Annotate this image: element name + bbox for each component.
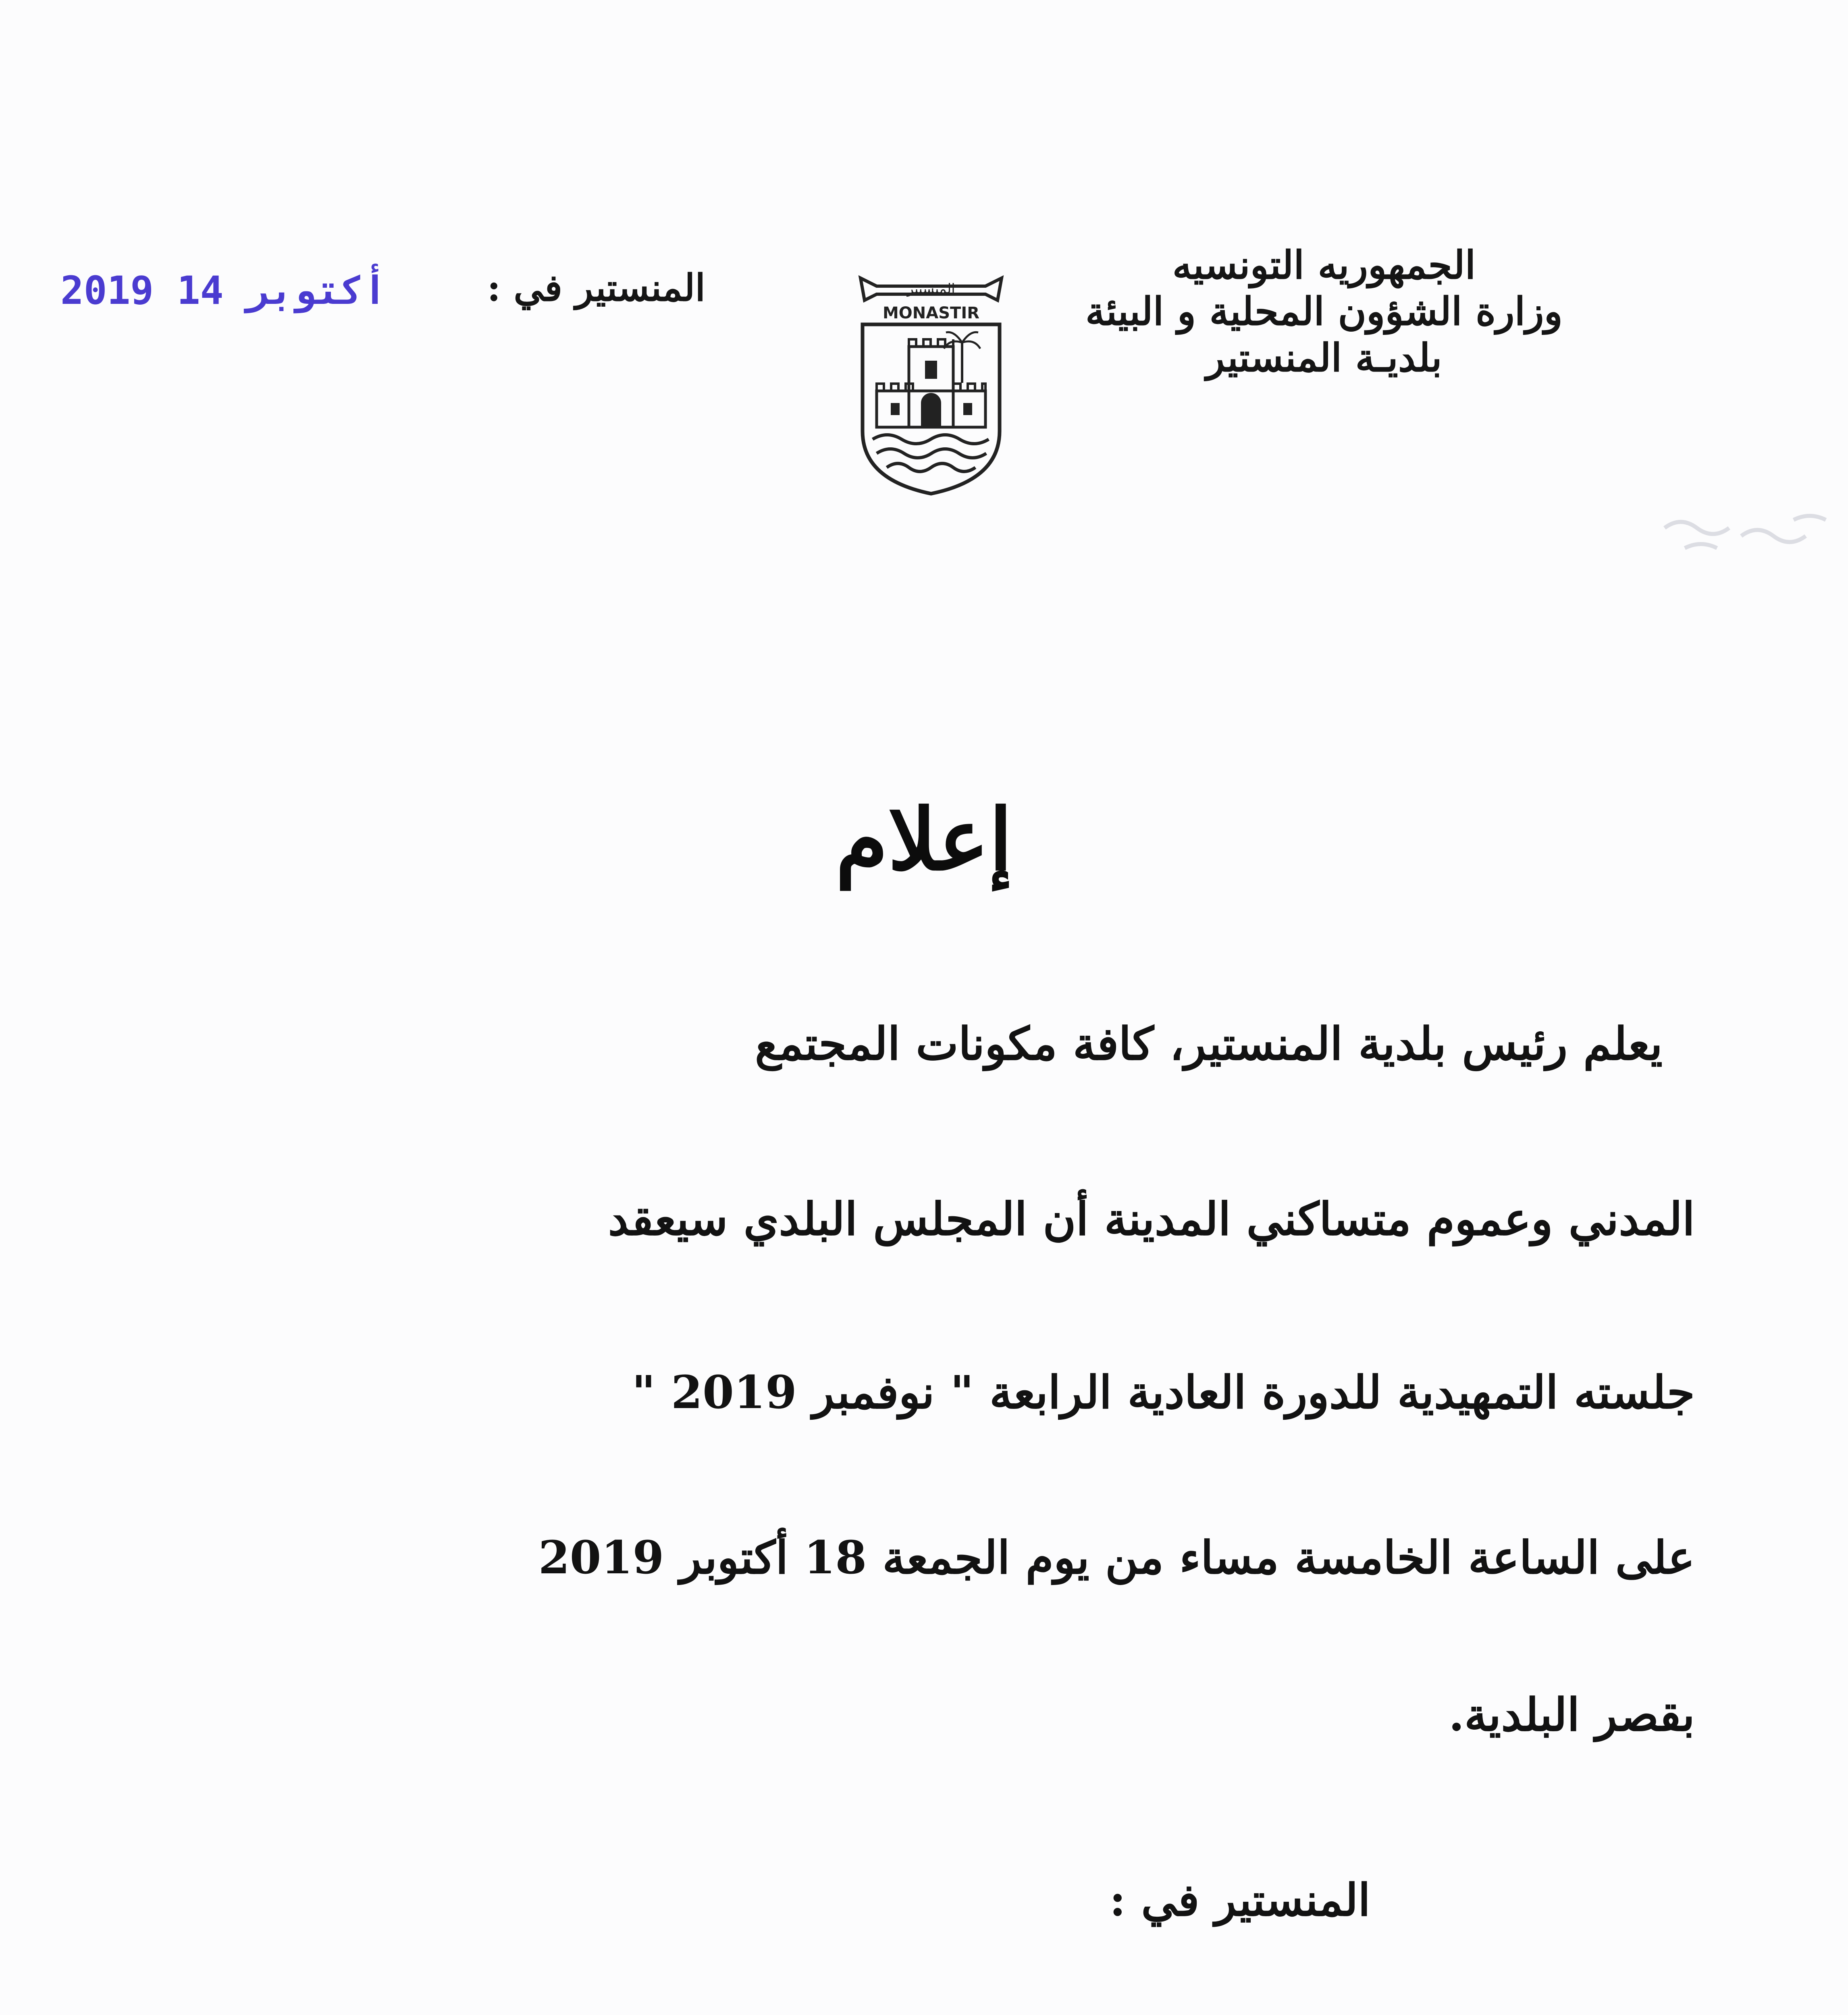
body-line-5: بقصر البلدية. xyxy=(1449,1689,1695,1741)
official-heading xyxy=(941,242,1707,381)
place-date xyxy=(60,258,705,322)
emblem-top-text: المنستير xyxy=(907,281,955,297)
place-label: المنستير في : xyxy=(487,266,705,310)
ministry-line: وزارة الشؤون المحلية و البيئة xyxy=(1085,289,1563,334)
announcement-title: إعلام xyxy=(836,790,1012,889)
body-line-4: على الساعة الخامسة مساء من يوم الجمعة 18 أكتوبر 2019 xyxy=(538,1531,1695,1584)
body-line-2: المدني وعموم متساكني المدينة أن المجلس البلدي سيعقد xyxy=(608,1193,1695,1246)
body-line-1: يعلم رئيس بلدية المنستير، كافة مكونات المجتمع xyxy=(755,1018,1663,1070)
date-stamp: 2019 أكتوبر 14 xyxy=(60,268,387,313)
emblem-city-text: MONASTIR xyxy=(882,304,980,322)
monastir-emblem xyxy=(852,270,1010,496)
republic-line: الجمهوريه التونسيه xyxy=(1172,242,1476,288)
footer-place-label: المنستير في : xyxy=(1109,1874,1370,1926)
municipality-line: بلديـة المنستير xyxy=(1206,335,1442,380)
body-line-3: جلسته التمهيدية للدورة العادية الرابعة " نوفمبر 2019 " xyxy=(632,1366,1695,1419)
scan-artifact xyxy=(1661,504,1846,564)
